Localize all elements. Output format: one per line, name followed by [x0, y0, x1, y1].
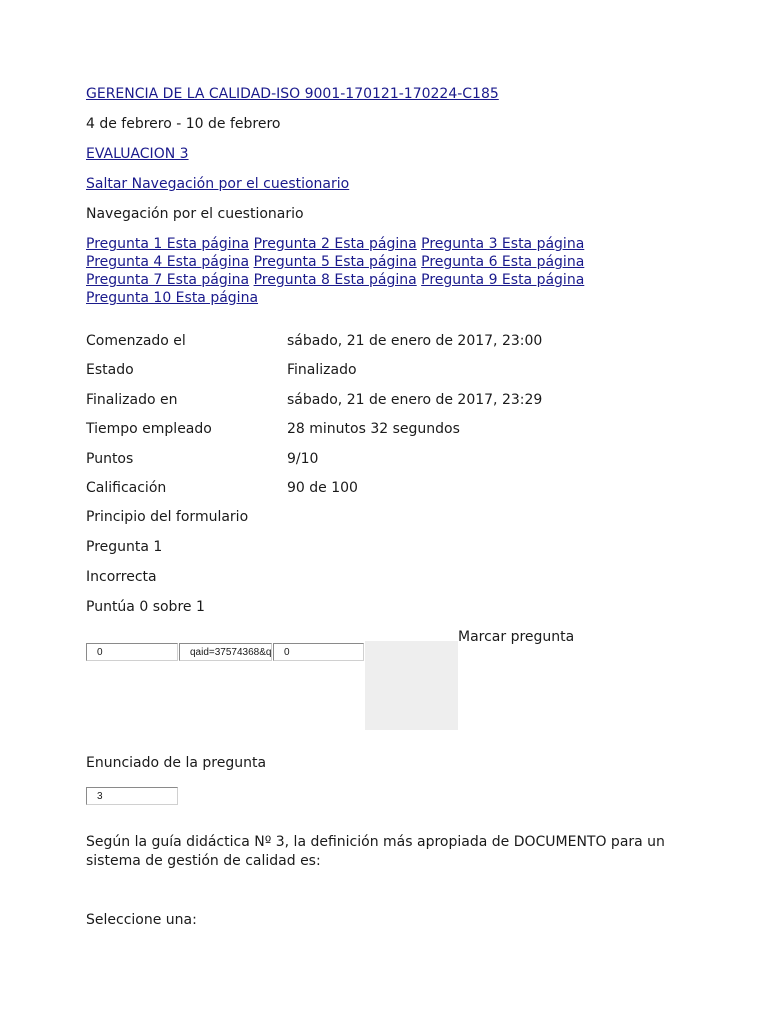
question-nav-link-6[interactable]: Pregunta 6 Esta página [421, 254, 585, 270]
statement-heading: Enunciado de la pregunta [86, 755, 267, 771]
question-label: Pregunta 1 [86, 539, 163, 555]
hidden-field-3[interactable]: 0 [273, 643, 364, 661]
summary-value-finished: sábado, 21 de enero de 2017, 23:29 [287, 392, 543, 408]
question-nav-link-7[interactable]: Pregunta 7 Esta página [86, 272, 250, 288]
summary-label-grade: Calificación [86, 480, 167, 496]
question-nav-link-3[interactable]: Pregunta 3 Esta página [421, 236, 585, 252]
summary-label-points: Puntos [86, 451, 134, 467]
select-one-label: Seleccione una: [86, 912, 197, 928]
question-nav-link-9[interactable]: Pregunta 9 Esta página [421, 272, 585, 288]
question-text-line-2: sistema de gestión de calidad es: [86, 853, 321, 869]
question-status: Incorrecta [86, 569, 157, 585]
quiz-navigation-heading: Navegación por el cuestionario [86, 206, 304, 222]
course-link[interactable]: GERENCIA DE LA CALIDAD-ISO 9001-170121-170224-C185 [86, 86, 499, 102]
summary-label-time: Tiempo empleado [86, 421, 212, 437]
question-nav-link-10[interactable]: Pregunta 10 Esta página [86, 290, 259, 306]
question-nav-link-2[interactable]: Pregunta 2 Esta página [253, 236, 417, 252]
summary-label-status: Estado [86, 362, 134, 378]
question-nav-link-8[interactable]: Pregunta 8 Esta página [253, 272, 417, 288]
summary-value-status: Finalizado [287, 362, 357, 378]
question-nav-link-1[interactable]: Pregunta 1 Esta página [86, 236, 250, 252]
question-text-line-1: Según la guía didáctica Nº 3, la definición más apropiada de DOCUMENTO para un [86, 834, 665, 850]
hidden-field-1[interactable]: 0 [86, 643, 178, 661]
question-score: Puntúa 0 sobre 1 [86, 599, 205, 615]
question-navigation [86, 235, 686, 307]
question-nav-link-5[interactable]: Pregunta 5 Esta página [253, 254, 417, 270]
form-start: Principio del formulario [86, 509, 249, 525]
flag-image-placeholder[interactable] [365, 641, 458, 730]
skip-navigation-link[interactable]: Saltar Navegación por el cuestionario [86, 176, 350, 192]
summary-value-started: sábado, 21 de enero de 2017, 23:00 [287, 333, 543, 349]
question-nav-link-4[interactable]: Pregunta 4 Esta página [86, 254, 250, 270]
flag-question-label[interactable]: Marcar pregunta [458, 629, 575, 645]
summary-value-points: 9/10 [287, 451, 319, 467]
date-range: 4 de febrero - 10 de febrero [86, 116, 281, 132]
hidden-field-qaid[interactable]: qaid=37574368&q [179, 643, 272, 661]
statement-field[interactable]: 3 [86, 787, 178, 805]
summary-label-started: Comenzado el [86, 333, 186, 349]
summary-value-time: 28 minutos 32 segundos [287, 421, 460, 437]
summary-label-finished: Finalizado en [86, 392, 178, 408]
evaluation-link[interactable]: EVALUACION 3 [86, 146, 189, 162]
summary-value-grade: 90 de 100 [287, 480, 358, 496]
